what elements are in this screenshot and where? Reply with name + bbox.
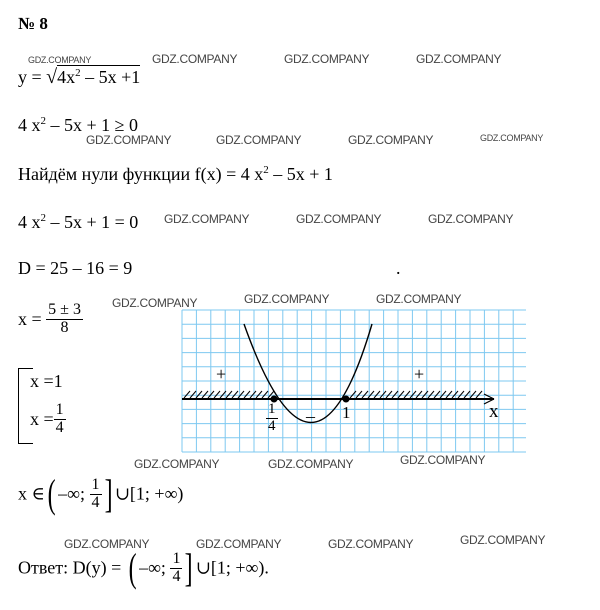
watermark: GDZ.COMPANY [196, 537, 282, 551]
hatch-mark [262, 391, 268, 398]
watermark: GDZ.COMPANY [28, 55, 92, 65]
hatch-mark [238, 391, 244, 398]
watermark: GDZ.COMPANY [400, 453, 486, 467]
sign-graph [174, 306, 534, 456]
root-label-quarter: $\frac{1}{4}$ [268, 401, 276, 434]
hatch-mark [184, 391, 190, 398]
function-definition: $y = √4x^2 - 5x +1$ [18, 66, 141, 88]
roots-formula: x = $\frac{5 \pm 3}{8}$ [18, 301, 81, 336]
watermark: GDZ.COMPANY [328, 537, 414, 551]
hatch-mark [398, 391, 404, 398]
problem-number: № 8 [18, 14, 48, 33]
root-one: x =1 [30, 371, 63, 391]
hatch-left [184, 391, 274, 398]
watermark: GDZ.COMPANY [480, 133, 544, 143]
hatch-mark [232, 391, 238, 398]
hatch-mark [190, 391, 196, 398]
hatch-mark [250, 391, 256, 398]
watermark: GDZ.COMPANY [460, 533, 546, 547]
watermark: GDZ.COMPANY [134, 457, 220, 471]
grid [182, 310, 526, 452]
hatch-mark [392, 391, 398, 398]
hatch-right [350, 391, 482, 398]
hatch-mark [244, 391, 250, 398]
hatch-mark [404, 391, 410, 398]
watermark: GDZ.COMPANY [268, 457, 354, 471]
discriminant: D = 25 – 16 = 9 [18, 258, 133, 278]
hatch-mark [464, 391, 470, 398]
hatch-mark [256, 391, 262, 398]
plus-sign-right: + [414, 364, 425, 384]
hatch-mark [202, 391, 208, 398]
watermark: GDZ.COMPANY [416, 52, 502, 66]
root-quarter: x = $\frac{1}{4}$ [30, 401, 64, 436]
watermark: GDZ.COMPANY [152, 52, 238, 66]
hatch-mark [476, 391, 482, 398]
watermark: GDZ.COMPANY [376, 292, 462, 306]
hatch-mark [356, 391, 362, 398]
dot-mark: . [396, 258, 401, 278]
watermark: GDZ.COMPANY [164, 212, 250, 226]
watermark: GDZ.COMPANY [296, 212, 382, 226]
find-zeros-text: Найдём нули функции f(x) = 4 $x^2 - 5x + 1$ [18, 164, 333, 184]
watermark: GDZ.COMPANY [244, 292, 330, 306]
watermark: GDZ.COMPANY [86, 133, 172, 147]
hatch-mark [226, 391, 232, 398]
hatch-mark [410, 391, 416, 398]
plus-sign-left: + [216, 364, 227, 384]
minus-sign: – [306, 406, 315, 426]
quadratic-equation: 4 $x^2 - 5x + 1 = 0$ [18, 212, 139, 232]
watermark: GDZ.COMPANY [348, 133, 434, 147]
hatch-mark [470, 391, 476, 398]
hatch-mark [458, 391, 464, 398]
watermark: GDZ.COMPANY [112, 296, 198, 310]
watermark: GDZ.COMPANY [216, 133, 302, 147]
hatch-mark [386, 391, 392, 398]
axis-label-x: x [489, 401, 499, 422]
watermark: GDZ.COMPANY [64, 537, 150, 551]
hatch-mark [428, 391, 434, 398]
hatch-mark [362, 391, 368, 398]
answer: Ответ: D(y) = ( –∞; $\frac{1}{4}$ ] ∪[1; +∞). [18, 545, 269, 590]
hatch-mark [214, 391, 220, 398]
root-point-one [343, 396, 350, 403]
hatch-mark [434, 391, 440, 398]
hatch-mark [374, 391, 380, 398]
solution-set: x ∈( –∞; $\frac{1}{4}$ ] ∪[1; +∞) [18, 471, 184, 516]
watermark: GDZ.COMPANY [284, 52, 370, 66]
watermark: GDZ.COMPANY [428, 212, 514, 226]
hatch-mark [416, 391, 422, 398]
hatch-mark [452, 391, 458, 398]
root-label-one: 1 [342, 403, 351, 422]
hatch-mark [446, 391, 452, 398]
domain-inequality: 4 $x^2 - 5x + 1 \ge 0$ [18, 115, 139, 135]
hatch-mark [380, 391, 386, 398]
